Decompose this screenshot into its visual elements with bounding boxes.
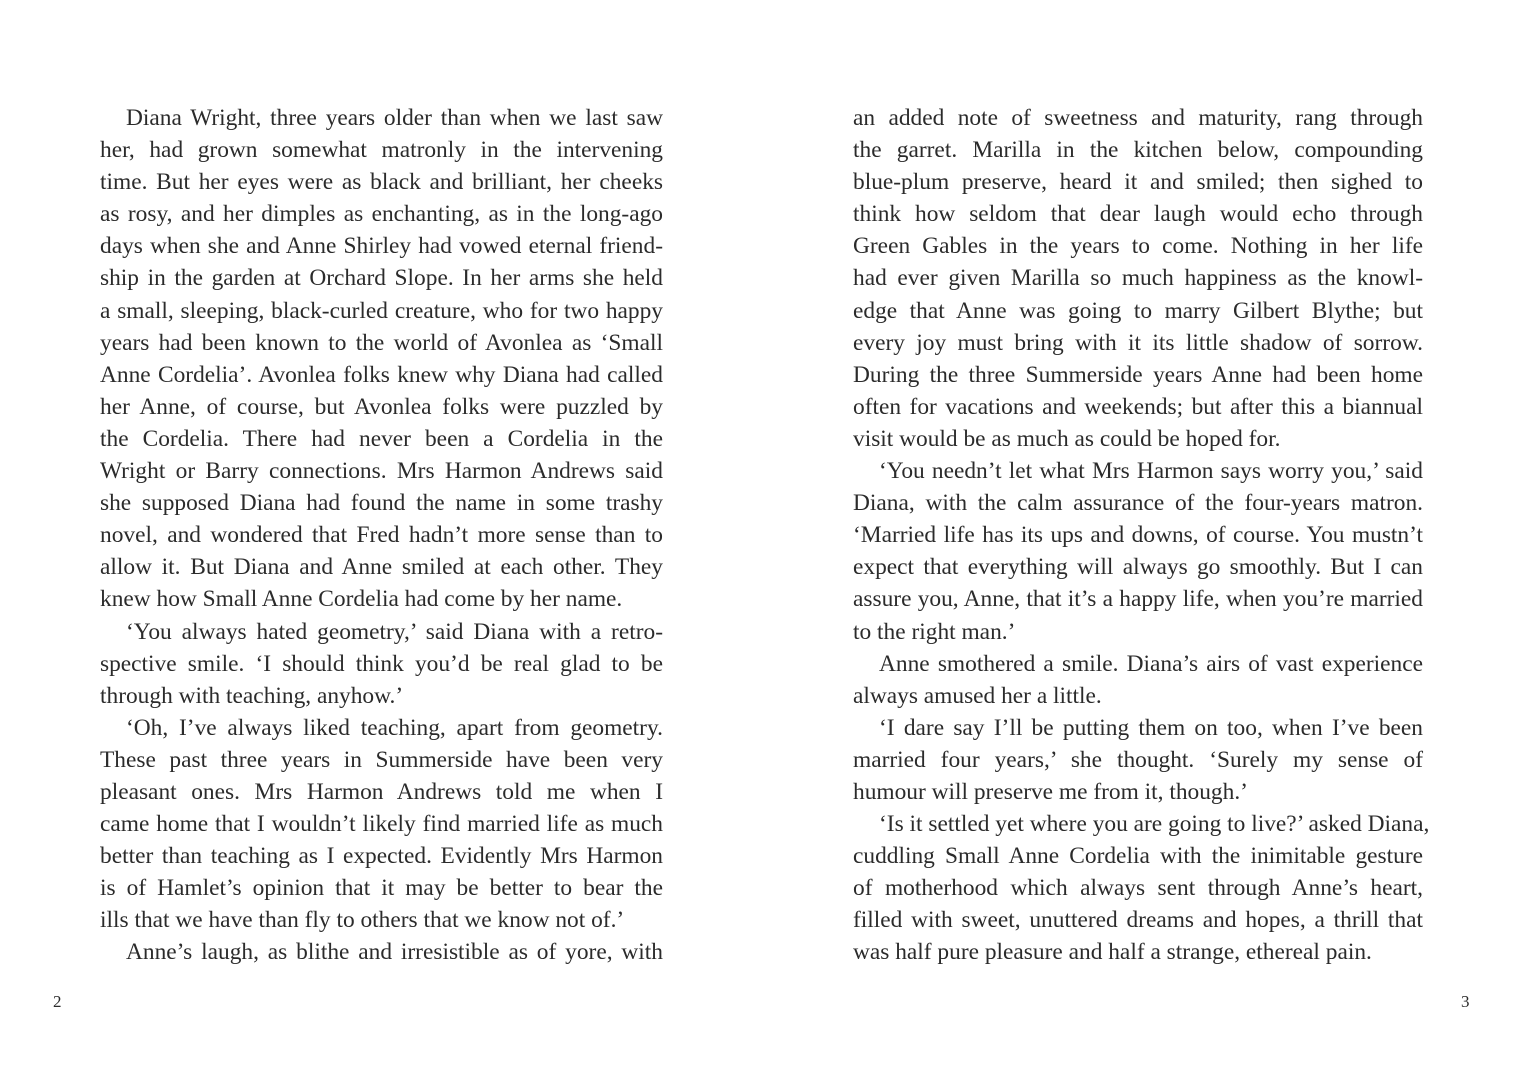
text-line: Anne Cordelia’. Avonlea folks knew why Diana had called — [100, 361, 663, 388]
text-line: she supposed Diana had found the name in some trashy — [100, 490, 663, 517]
text-line: ‘I dare say I’ll be putting them on too, when I’ve been — [879, 714, 1423, 741]
text-line: came home that I wouldn’t likely find married life as much — [100, 811, 663, 838]
text-line: an added note of sweetness and maturity, rang through — [853, 105, 1423, 131]
text-line: humour will preserve me from it, though.’ — [853, 778, 1248, 805]
text-line: the garret. Marilla in the kitchen below, compounding — [853, 137, 1423, 164]
text-line: Diana, with the calm assurance of the four-years matron. — [853, 490, 1423, 517]
text-line: ills that we have than fly to others that we know not of.’ — [100, 907, 625, 934]
text-line: pleasant ones. Mrs Harmon Andrews told me when I — [100, 778, 663, 805]
text-line: every joy must bring with it its little shadow of sorrow. — [853, 329, 1423, 356]
text-line: a small, sleeping, black-curled creature, who for two happy — [100, 297, 663, 324]
paragraph — [853, 712, 1423, 808]
text-line: These past three years in Summerside have been very — [100, 746, 663, 773]
text-line: novel, and wondered that Fred hadn’t more sense than to — [100, 522, 663, 549]
right-page — [764, 0, 1528, 1080]
text-line: to the right man.’ — [853, 618, 1016, 645]
text-line: Anne’s laugh, as blithe and irresistible as of yore, with — [126, 939, 663, 966]
text-line: filled with sweet, unuttered dreams and hopes, a thrill that — [853, 907, 1423, 934]
text-line: think how seldom that dear laugh would echo through — [853, 201, 1423, 228]
text-line: through with teaching, anyhow.’ — [100, 682, 404, 709]
text-line: allow it. But Diana and Anne smiled at each other. They — [100, 554, 663, 581]
page-number-right: 3 — [1461, 992, 1470, 1011]
text-line: always amused her a little. — [853, 682, 1102, 709]
text-line: the Cordelia. There had never been a Cordelia in the — [100, 425, 663, 452]
text-line: During the three Summerside years Anne had been home — [853, 361, 1423, 388]
text-line: of motherhood which always sent through Anne’s heart, — [853, 875, 1423, 902]
text-line: expect that everything will always go smoothly. But I can — [853, 554, 1423, 581]
text-line: often for vacations and weekends; but after this a biannual — [853, 393, 1423, 420]
paragraph — [853, 102, 1423, 455]
paragraph — [853, 648, 1423, 712]
text-line: her Anne, of course, but Avonlea folks were puzzled by — [100, 393, 663, 420]
text-line: ‘Married life has its ups and downs, of course. You mustn’t — [853, 522, 1423, 549]
text-line: her, had grown somewhat matronly in the intervening — [100, 137, 663, 164]
text-line: as rosy, and her dimples as enchanting, as in the long-ago — [100, 201, 663, 228]
paragraph — [100, 936, 663, 968]
text-line: spective smile. ‘I should think you’d be real glad to be — [100, 650, 663, 677]
page-number-left: 2 — [53, 992, 62, 1011]
text-line: cuddling Small Anne Cordelia with the inimitable gesture — [853, 843, 1423, 870]
text-line: days when she and Anne Shirley had vowed eternal friend- — [100, 233, 663, 260]
text-line: Anne smothered a smile. Diana’s airs of vast experience — [879, 650, 1423, 677]
text-line: better than teaching as I expected. Evidently Mrs Harmon — [100, 843, 663, 870]
text-line: knew how Small Anne Cordelia had come by her name. — [100, 586, 623, 613]
right-page-text — [853, 102, 1430, 969]
paragraph — [853, 808, 1430, 968]
text-line: edge that Anne was going to marry Gilbert Blythe; but — [853, 297, 1423, 324]
text-line: blue-plum preserve, heard it and smiled; then sighed to — [853, 169, 1423, 196]
text-line: time. But her eyes were as black and brilliant, her cheeks — [100, 169, 663, 196]
text-line: years had been known to the world of Avonlea as ‘Small — [100, 329, 663, 356]
text-line: Green Gables in the years to come. Nothing in her life — [853, 233, 1423, 260]
text-line: visit would be as much as could be hoped for. — [853, 425, 1281, 452]
paragraph — [100, 616, 663, 712]
text-line: Wright or Barry connections. Mrs Harmon Andrews said — [100, 458, 663, 485]
text-line: ‘You needn’t let what Mrs Harmon says worry you,’ said — [879, 458, 1423, 485]
paragraph — [853, 455, 1423, 648]
text-line: ‘Oh, I’ve always liked teaching, apart from geometry. — [126, 714, 663, 741]
text-line: is of Hamlet’s opinion that it may be better to bear the — [100, 875, 663, 902]
left-page-text — [100, 102, 663, 969]
text-line: ‘Is it settled yet where you are going to live?’ asked Diana, — [879, 811, 1430, 838]
text-line: ‘You always hated geometry,’ said Diana with a retro- — [126, 618, 663, 645]
text-line: married four years,’ she thought. ‘Surely my sense of — [853, 746, 1423, 773]
text-line: ship in the garden at Orchard Slope. In her arms she held — [100, 265, 663, 292]
paragraph — [100, 712, 663, 937]
text-line: assure you, Anne, that it’s a happy life, when you’re married — [853, 586, 1423, 613]
paragraph — [100, 102, 663, 616]
text-line: had ever given Marilla so much happiness as the knowl- — [853, 265, 1423, 292]
text-line: Diana Wright, three years older than when we last saw — [126, 105, 663, 131]
text-line: was half pure pleasure and half a strange, ethereal pain. — [853, 939, 1372, 966]
